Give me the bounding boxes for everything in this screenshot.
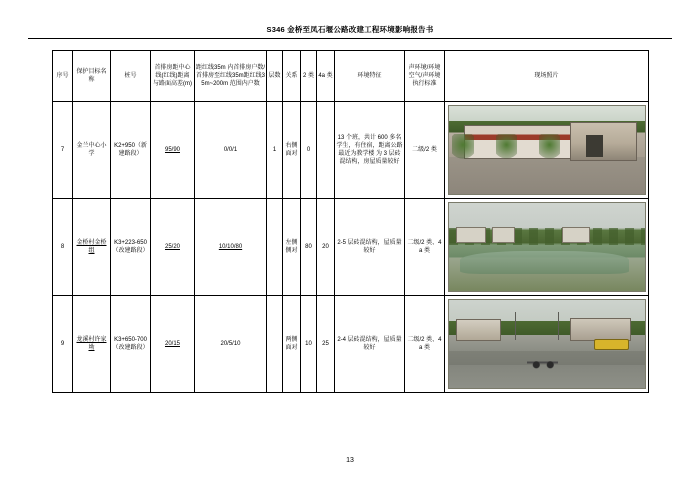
environment-targets-table [52,50,649,393]
tree-icon [539,134,561,160]
utility-pole [515,312,516,340]
cell-h2: 0 [301,102,317,199]
table-row [53,296,649,393]
cell-stake: K3+650-700（改建路段） [111,296,151,393]
sky-region [449,106,645,121]
photo-pond-village [448,202,646,292]
cell-photo [445,296,649,393]
cell-photo [445,102,649,199]
table-row [53,102,649,199]
village-house [562,227,589,243]
utility-pole [558,312,559,340]
village-house [456,227,485,243]
cell-floors [267,296,283,393]
cell-stake: K3+223-650（改建路段） [111,199,151,296]
header-h2: 2 类 [301,51,317,102]
header-distance: 首排房距中心线(红线)距离 与路面高差(m) [151,51,195,102]
cell-feature: 2-4 层砖混结构，屋质量较好 [335,296,405,393]
cell-side: 两侧面对 [283,296,301,393]
roadside-building [570,318,631,341]
cell-h4a: 25 [317,296,335,393]
pond [460,251,629,274]
header-index: 序号 [53,51,73,102]
cell-index: 7 [53,102,73,199]
header-side: 关系 [283,51,301,102]
roadside-building [456,319,501,340]
table-header-row [53,51,649,102]
photo-school [448,105,646,195]
cell-index: 8 [53,199,73,296]
cell-standard: 二级/2 类、4a 类 [405,199,445,296]
cell-stake: K2+950（新建路段） [111,102,151,199]
motorbike [527,355,558,369]
village-house [492,227,516,243]
header-target-name: 保护目标名称 [73,51,111,102]
yellow-car [594,339,629,351]
document-header-title: S346 金桥至凤石堰公路改建工程环境影响报告书 [266,25,434,34]
cell-floors [267,199,283,296]
cell-h2: 10 [301,296,317,393]
header-divider [28,38,672,39]
cell-standard: 二级/2 类、4a 类 [405,296,445,393]
cell-redline: 10/10/80 [195,199,267,296]
cell-distance: 95/90 [151,102,195,199]
cell-target-name: 金兰中心小学 [73,102,111,199]
building-door [586,135,604,157]
header-feature: 环境特征 [335,51,405,102]
photo-wet-road [448,299,646,389]
header-standard: 声环境/环境空气/声环境执行标准 [405,51,445,102]
cell-redline: 20/5/10 [195,296,267,393]
header-redline: 距红线35m 内首排房户数/首排房至红线35m距红线35m~200m 范围内户数 [195,51,267,102]
cell-distance: 25/20 [151,199,195,296]
cell-photo [445,199,649,296]
header-photo: 现场照片 [445,51,649,102]
cell-floors: 1 [267,102,283,199]
cell-distance: 20/15 [151,296,195,393]
header-h4a: 4a 类 [317,51,335,102]
table-row [53,199,649,296]
header-floors: 层数 [267,51,283,102]
cell-index: 9 [53,296,73,393]
cell-standard: 二级/2 类 [405,102,445,199]
page-number: 13 [346,457,354,464]
cell-redline: 0/0/1 [195,102,267,199]
cell-h2: 80 [301,199,317,296]
cell-h4a: 20 [317,199,335,296]
side-building [570,122,637,161]
cell-h4a [317,102,335,199]
tree-icon [496,134,518,160]
cell-feature: 2-5 层砖混结构，屋质量较好 [335,199,405,296]
cell-feature: 13 个班，共计 600 多名学生，有住宿，距离公路最近为教学楼 为 3 层砖混结构，房屋质量较好 [335,102,405,199]
cell-side: 左侧侧对 [283,199,301,296]
tree-icon [452,134,474,160]
header-stake: 桩号 [111,51,151,102]
cell-target-name: 龙溪村许家坳 [73,296,111,393]
cell-side: 右侧面对 [283,102,301,199]
cell-target-name: 金桥村金桥组 [73,199,111,296]
